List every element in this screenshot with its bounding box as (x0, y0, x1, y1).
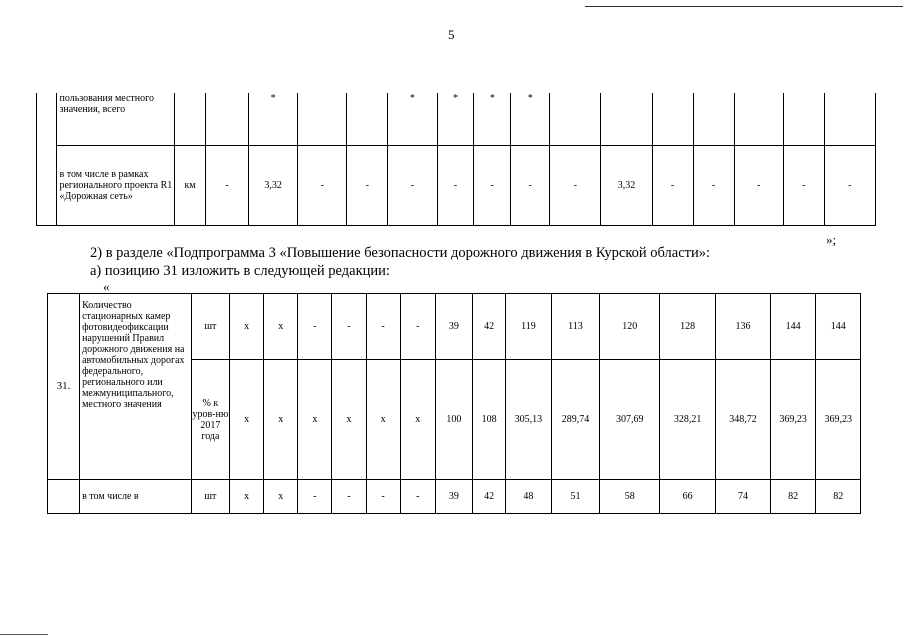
cell: - (734, 145, 783, 225)
cell: 3,32 (249, 145, 298, 225)
cell: 82 (770, 480, 816, 514)
cell (175, 93, 206, 145)
cell: * (437, 93, 474, 145)
cell (601, 93, 652, 145)
cell: 369,23 (816, 360, 861, 480)
cell: 51 (551, 480, 600, 514)
indicator-name: Количество стационарных камер фотовидеофиксации нарушений Правил дорожного движения на автомобильных дорогах федерального, регионального или межмуниципального, местного значения (80, 294, 192, 480)
cell (693, 93, 734, 145)
cell: 144 (816, 294, 861, 360)
top-rule (585, 6, 903, 7)
position-number (48, 480, 80, 514)
cell: 39 (435, 480, 472, 514)
cell: 348,72 (716, 360, 771, 480)
cell: 42 (473, 480, 506, 514)
table-row (48, 294, 861, 360)
cell: 128 (660, 294, 716, 360)
cell: 42 (473, 294, 506, 360)
cell: 119 (506, 294, 552, 360)
cell: х (230, 480, 264, 514)
table-cameras (47, 293, 861, 514)
cell (824, 93, 875, 145)
cell: - (206, 145, 249, 225)
cell (550, 93, 601, 145)
cell: 58 (600, 480, 660, 514)
cell: - (298, 145, 347, 225)
cell (652, 93, 693, 145)
indicator-name: в том числе в (80, 480, 192, 514)
table-road-network (36, 93, 876, 226)
cell: - (366, 480, 400, 514)
cell (783, 93, 824, 145)
cell: х (264, 294, 298, 360)
cell: - (693, 145, 734, 225)
cell: - (783, 145, 824, 225)
cell: 74 (716, 480, 771, 514)
row-name: пользования местного значения, всего (57, 93, 175, 145)
cell: км (175, 145, 206, 225)
table-row (37, 145, 876, 225)
cell: - (298, 294, 332, 360)
unit-cell: шт (191, 294, 229, 360)
cell: х (264, 480, 298, 514)
cell (206, 93, 249, 145)
cell: * (388, 93, 437, 145)
cell: - (388, 145, 437, 225)
cell: - (400, 294, 435, 360)
cell: 66 (660, 480, 716, 514)
cell: 305,13 (506, 360, 552, 480)
cell: 48 (506, 480, 552, 514)
closing-quote: »; (826, 232, 837, 247)
cell: * (511, 93, 550, 145)
opening-quote: « (103, 279, 110, 294)
cell: х (230, 360, 264, 480)
cell: - (400, 480, 435, 514)
cell: - (437, 145, 474, 225)
cell: х (298, 360, 332, 480)
paragraph-position: а) позицию 31 изложить в следующей редакции: (90, 263, 390, 279)
table-row (48, 480, 861, 514)
cell: - (332, 294, 366, 360)
cell: х (400, 360, 435, 480)
unit-cell: шт (191, 480, 229, 514)
cell (347, 93, 388, 145)
cell: 39 (435, 294, 472, 360)
position-number: 31. (48, 294, 80, 480)
cell: 307,69 (600, 360, 660, 480)
cell: - (511, 145, 550, 225)
cell: 136 (716, 294, 771, 360)
cell: - (550, 145, 601, 225)
row-name: в том числе в рамках регионального проекта R1 «Дорожная сеть» (57, 145, 175, 225)
cell: - (652, 145, 693, 225)
cell (734, 93, 783, 145)
cell: х (230, 294, 264, 360)
bottom-rule (0, 634, 48, 635)
cell: 100 (435, 360, 472, 480)
cell: - (474, 145, 511, 225)
cell: 328,21 (660, 360, 716, 480)
cell: - (332, 480, 366, 514)
cell: х (264, 360, 298, 480)
cell: - (366, 294, 400, 360)
cell (298, 93, 347, 145)
cell: 144 (770, 294, 816, 360)
cell: 113 (551, 294, 600, 360)
table-row (37, 93, 876, 145)
paragraph-section: 2) в разделе «Подпрограмма 3 «Повышение безопасности дорожного движения в Курской области»: (90, 245, 711, 261)
cell: * (249, 93, 298, 145)
cell: - (347, 145, 388, 225)
cell: 108 (473, 360, 506, 480)
page-number: 5 (448, 27, 455, 42)
cell: 369,23 (770, 360, 816, 480)
cell: 3,32 (601, 145, 652, 225)
cell: х (366, 360, 400, 480)
cell: 120 (600, 294, 660, 360)
number-cell (37, 93, 57, 225)
cell: 289,74 (551, 360, 600, 480)
cell: 82 (816, 480, 861, 514)
cell: * (474, 93, 511, 145)
unit-cell: % к уров-ню 2017 года (191, 360, 229, 480)
cell: - (298, 480, 332, 514)
cell: - (824, 145, 875, 225)
cell: х (332, 360, 366, 480)
